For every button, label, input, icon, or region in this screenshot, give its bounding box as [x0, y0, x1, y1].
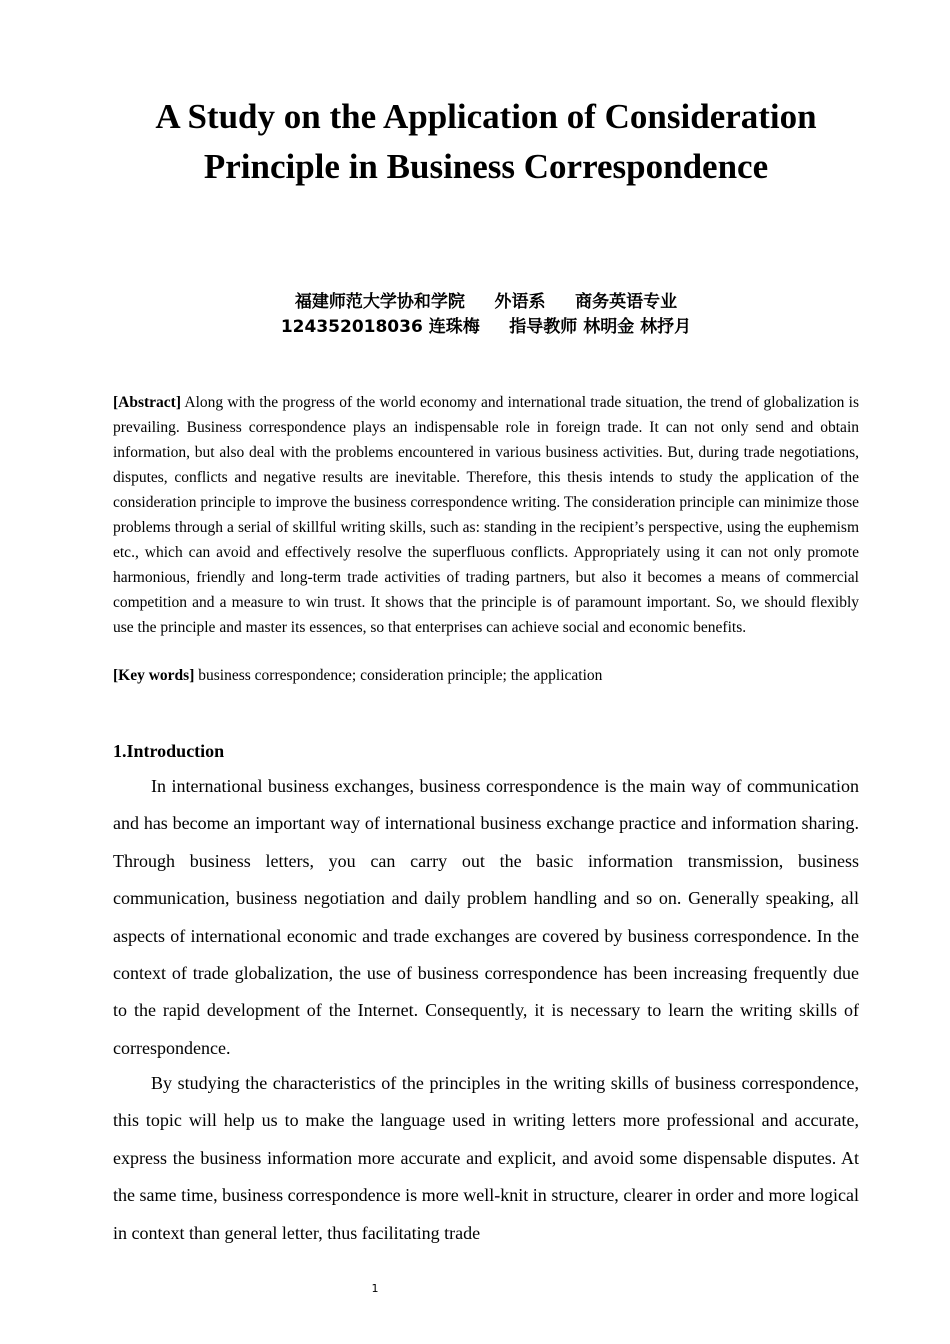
abstract-text: Along with the progress of the world economy and international trade situation, the trend of globalization is prevailing. Business correspondence plays an indispensable role in foreign trade. It can not only send and obtain information, but also deal with the problems encountered in various business activities. But, during trade negotiations, disputes, conflicts and negative results are inevitable. Therefore, this thesis intends to study the application of the consideration principle to improve the business correspondence writing. The consideration principle can minimize those problems through a serial of skillful writing skills, such as: standing in the recipient’s perspective, using the euphemism etc., which can avoid and effectively resolve the superfluous conflicts. Appropriately using it can not only promote harmonious, friendly and long-term trade activities of trading partners, but also it becomes a means of commercial competition and a measure to win trust. It shows that the principle is of paramount important. So, we should flexibly use the principle and master its essences, so that enterprises can achieve social and economic benefits. — [113, 394, 859, 636]
keywords-label: [Key words] — [113, 667, 195, 684]
abstract-label: [Abstract] — [113, 394, 182, 411]
page-number: 1 — [371, 1282, 379, 1295]
title-line-2: Principle in Business Correspondence — [203, 147, 769, 186]
paper-title — [100, 92, 872, 192]
keywords — [113, 663, 859, 688]
body-paragraph-2: By studying the characteristics of the principles in the writing skills of business correspondence, this topic will help us to make the language used in writing letters more professional and accurate, express the business information more accurate and explicit, and avoid some dispensable disputes. At the same time, business correspondence is more well-knit in structure, clearer in order and more logical in context than general letter, thus facilitating trade — [113, 1073, 859, 1243]
author-info-line: 124352018036 连珠梅 指导教师 林明金 林抒月 — [280, 317, 692, 337]
section-heading: 1.Introduction — [113, 741, 225, 761]
author-affiliation-line: 福建师范大学协和学院 外语系 商务英语专业 — [294, 292, 678, 312]
body-paragraph-1: In international business exchanges, business correspondence is the main way of communication and has become an important way of international business exchange practice and information sharing. Through business letters, you can carry out the basic information transmission, business communication, business negotiation and daily problem handling and so on. Generally speaking, all aspects of international economic and trade exchanges are covered by business correspondence. In the context of trade globalization, the use of business correspondence has been increasing frequently due to the rapid development of the Internet. Consequently, it is necessary to learn the writing skills of correspondence. — [113, 776, 859, 1058]
keywords-text: business correspondence; consideration principle; the application — [194, 667, 603, 684]
abstract — [113, 390, 859, 640]
title-line-1: A Study on the Application of Consideration — [155, 97, 817, 136]
